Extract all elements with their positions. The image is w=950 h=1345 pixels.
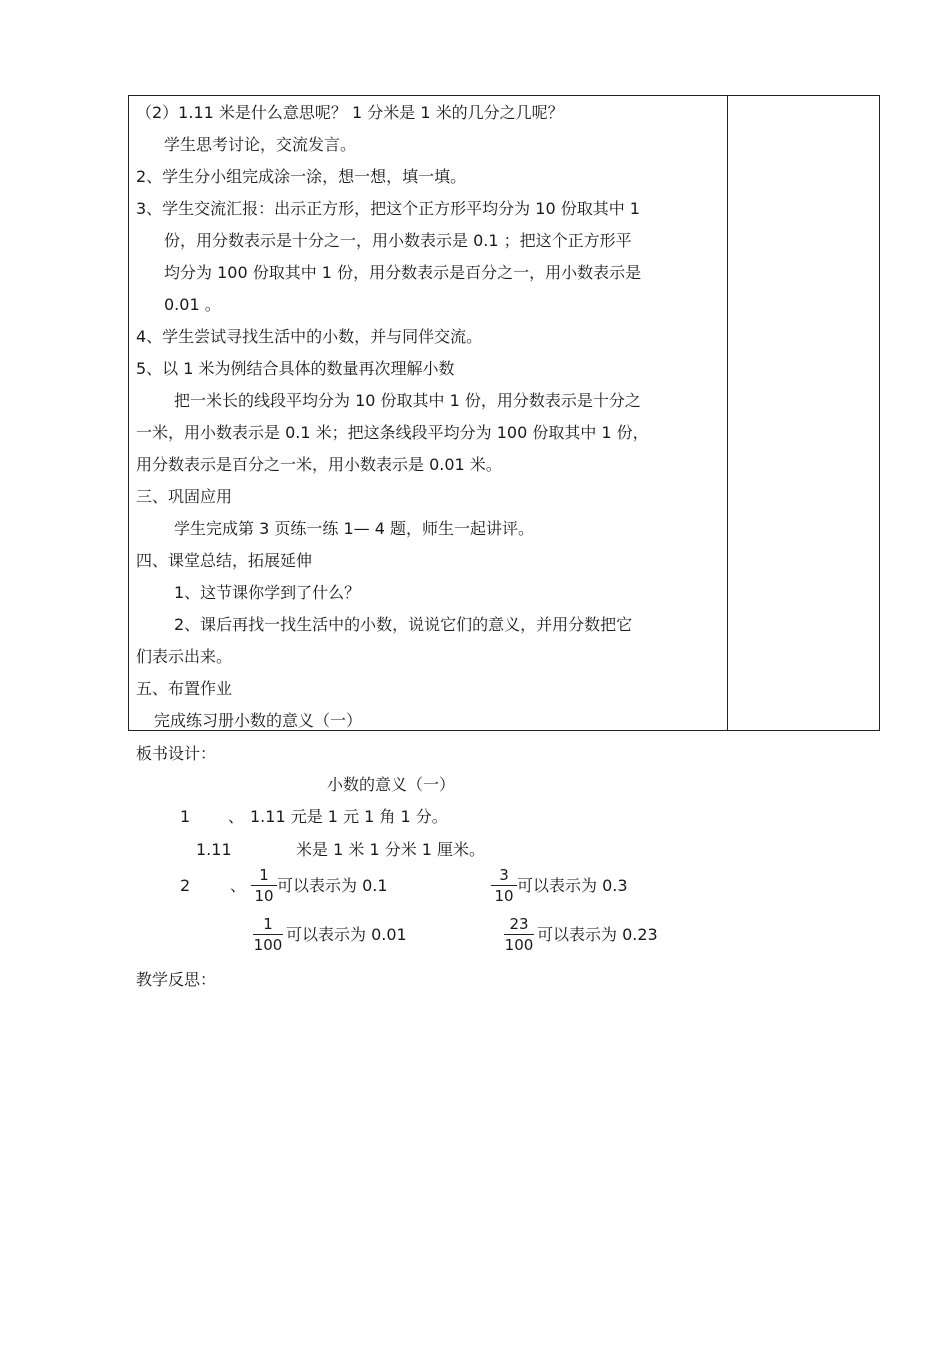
fraction-text: 可以表示为 0.01 [286, 925, 407, 944]
board-line: 1.11 [196, 840, 232, 859]
fraction-denominator: 100 [504, 936, 534, 954]
table-line: 一米，用小数表示是 0.1 米；把这条线段平均分为 100 份取其中 1 份， [136, 423, 649, 442]
table-line: 0.01 。 [164, 295, 221, 314]
fraction-bar [491, 885, 517, 886]
fraction-text: 可以表示为 0.3 [517, 876, 628, 895]
fraction-bar [253, 934, 283, 935]
fraction-denominator: 10 [254, 887, 274, 905]
fraction [253, 915, 283, 954]
table-line: 份，用分数表示是十分之一，用小数表示是 0.1 ；把这个正方形平 [164, 231, 632, 250]
item-separator: 、 [228, 807, 245, 826]
fraction [251, 866, 277, 905]
fraction-text: 可以表示为 0.1 [277, 876, 388, 895]
fraction-numerator: 23 [509, 915, 529, 933]
section-heading: 四、课堂总结，拓展延伸 [136, 551, 313, 570]
item-number: 1 [180, 807, 191, 826]
fraction-numerator: 1 [259, 866, 269, 884]
table-line: 4、学生尝试寻找生活中的小数，并与同伴交流。 [136, 327, 483, 346]
fraction-numerator: 3 [499, 866, 509, 884]
table-line: 3、学生交流汇报：出示正方形，把这个正方形平均分为 10 份取其中 1 [136, 199, 640, 218]
table-line: 们表示出来。 [136, 647, 233, 666]
board-title: 小数的意义（一） [327, 775, 456, 794]
board-line: 1.11 元是 1 元 1 角 1 分。 [250, 807, 448, 826]
fraction-numerator: 1 [263, 915, 273, 933]
board-line: 米是 1 米 1 分米 1 厘米。 [296, 840, 486, 859]
fraction [491, 866, 517, 905]
fraction-denominator: 10 [494, 887, 514, 905]
table-line: 用分数表示是百分之一米，用小数表示是 0.01 米。 [136, 455, 502, 474]
table-line: 均分为 100 份取其中 1 份，用分数表示是百分之一，用小数表示是 [164, 263, 642, 282]
table-line: 2、课后再找一找生活中的小数，说说它们的意义，并用分数把它 [174, 615, 633, 634]
board-label: 板书设计： [136, 744, 217, 763]
table-line: （2）1.11 米是什么意思呢？ 1 分米是 1 米的几分之几呢？ [136, 103, 564, 122]
table-line: 学生思考讨论，交流发言。 [164, 135, 357, 154]
table-line: 2、学生分小组完成涂一涂，想一想，填一填。 [136, 167, 467, 186]
table-line: 5、以 1 米为例结合具体的数量再次理解小数 [136, 359, 455, 378]
item-number: 2 [180, 876, 191, 895]
section-heading: 五、布置作业 [136, 679, 233, 698]
item-separator: 、 [230, 876, 247, 895]
table-line: 学生完成第 3 页练一练 1— 4 题，师生一起讲评。 [174, 519, 534, 538]
table-line: 把一米长的线段平均分为 10 份取其中 1 份，用分数表示是十分之 [174, 391, 641, 410]
fraction-text: 可以表示为 0.23 [537, 925, 658, 944]
section-heading: 三、巩固应用 [136, 487, 233, 506]
fraction-denominator: 100 [253, 936, 283, 954]
fraction [504, 915, 534, 954]
table-line: 完成练习册小数的意义（一） [154, 711, 363, 730]
fraction-bar [504, 934, 534, 935]
fraction-bar [251, 885, 277, 886]
reflection-label: 教学反思： [136, 970, 217, 989]
table-column-divider [727, 95, 728, 731]
lesson-table [128, 95, 880, 731]
table-line: 1、这节课你学到了什么？ [174, 583, 361, 602]
